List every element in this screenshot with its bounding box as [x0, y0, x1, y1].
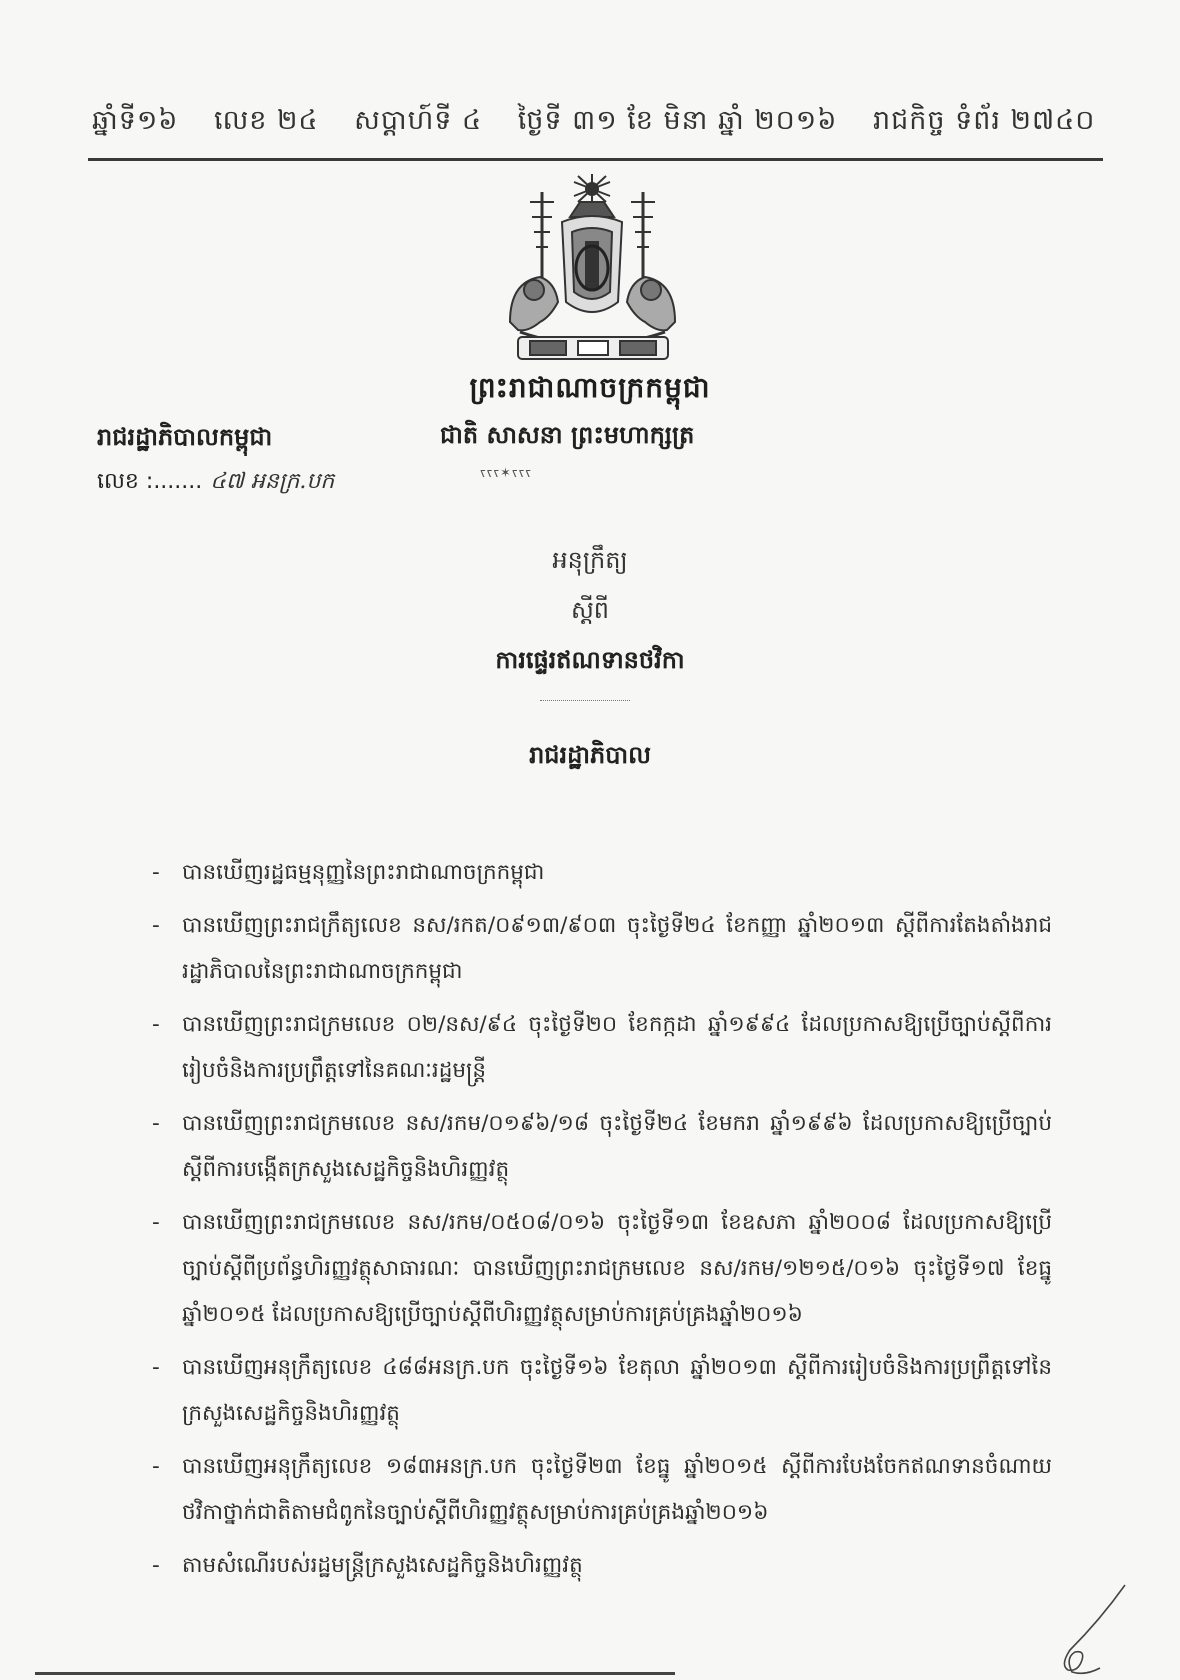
list-item [152, 1200, 1052, 1338]
gazette-date: ថ្ងៃទី ៣១ ខែ មិនា ឆ្នាំ ២០១៦ [517, 105, 838, 136]
list-item [152, 1002, 1052, 1094]
document-type: អនុក្រឹត្យ [552, 546, 628, 574]
bullet-dash-icon: - [152, 1210, 160, 1235]
bullet-dash-icon: - [152, 860, 160, 885]
document-on-label: ស្តីពី [570, 596, 610, 624]
clause-text: បានឃើញព្រះរាជក្រមលេខ នស/រកម/០៥០៨/០១៦ ចុះថ្ងៃទី១៣ ខែឧសភា ឆ្នាំ២០០៨ ដែលប្រកាសឱ្យប្រើច្បាប់ស្តីពីប្រព័ន្ធហិរញ្ញវត្ថុសាធារណៈ បានឃើញព្រះរាជក្រមលេខ នស/រកម/១២១៥/០១៦ ចុះថ្ងៃទី១៧ ខែធ្នូ ឆ្នាំ២០១៥ ដែលប្រកាសឱ្យប្រើច្បាប់ស្តីពីហិរញ្ញវត្ថុសម្រាប់ការគ្រប់គ្រងឆ្នាំ២០១៦ [182, 1210, 1052, 1327]
bullet-dash-icon: - [152, 913, 160, 938]
header-divider [88, 158, 1103, 161]
document-subject: ការផ្ទេរឥណទានថវិកា [495, 646, 685, 674]
gazette-header [92, 104, 1102, 143]
bullet-dash-icon: - [152, 1012, 160, 1037]
clause-text: បានឃើញអនុក្រឹត្យលេខ ៤៨៨អនក្រ.បក ចុះថ្ងៃទី១៦ ខែតុលា ឆ្នាំ២០១៣ ស្តីពីការរៀបចំនិងការប្រព្រឹត្តទៅនៃក្រសួងសេដ្ឋកិច្ចនិងហិរញ្ញវត្ថុ [182, 1355, 1052, 1426]
gazette-year: ឆ្នាំទី១៦ [92, 105, 179, 136]
list-item [152, 1101, 1052, 1193]
list-item [152, 903, 1052, 995]
bullet-dash-icon: - [152, 1553, 160, 1578]
document-number-separator: :....... [145, 469, 203, 494]
clause-text: បានឃើញព្រះរាជក្រមលេខ ០២/នស/៩៤ ចុះថ្ងៃទី២០ ខែកក្កដា ឆ្នាំ១៩៩៤ ដែលប្រកាសឱ្យប្រើច្បាប់ស្តីពីការរៀបចំនិងការប្រព្រឹត្តទៅនៃគណៈរដ្ឋមន្ត្រី [182, 1012, 1052, 1083]
document-number [97, 467, 334, 499]
document-number-label: លេខ [97, 469, 139, 494]
ornament-divider: ꧏꧏꧏ✶ꧏꧏꧏ [480, 466, 532, 481]
national-motto: ជាតិ សាសនា ព្រះមហាក្សត្រ [440, 421, 695, 449]
clause-text: បានឃើញអនុក្រឹត្យលេខ ១៨៣អនក្រ.បក ចុះថ្ងៃទី២៣ ខែធ្នូ ឆ្នាំ២០១៥ ស្តីពីការបែងចែកឥណទានចំណាយថវិកាថ្នាក់ជាតិតាមជំពូកនៃច្បាប់ស្តីពីហិរញ្ញវត្ថុសម្រាប់ការគ្រប់គ្រងឆ្នាំ២០១៦ [182, 1454, 1052, 1525]
bullet-dash-icon: - [152, 1454, 160, 1479]
issuer-name: រាជរដ្ឋាភិបាលកម្ពុជា [97, 423, 273, 451]
list-item [152, 1444, 1052, 1536]
list-item [152, 850, 1052, 896]
clause-text: តាមសំណើរបស់រដ្ឋមន្ត្រីក្រសួងសេដ្ឋកិច្ចនិងហិរញ្ញវត្ថុ [182, 1553, 583, 1578]
kingdom-title: ព្រះរាជាណាចក្រកម្ពុជា [469, 371, 711, 404]
signature-icon [1030, 1580, 1130, 1680]
issuing-authority: រាជរដ្ឋាភិបាល [529, 741, 651, 769]
clause-text: បានឃើញរដ្ឋធម្មនុញ្ញនៃព្រះរាជាណាចក្រកម្ពុជា [182, 860, 545, 885]
list-item [152, 1345, 1052, 1437]
clause-text: បានឃើញព្រះរាជក្រមលេខ នស/រកម/០១៩៦/១៨ ចុះថ្ងៃទី២៤ ខែមករា ឆ្នាំ១៩៩៦ ដែលប្រកាសឱ្យប្រើច្បាប់ស្តីពីការបង្កើតក្រសួងសេដ្ឋកិច្ចនិងហិរញ្ញវត្ថុ [182, 1111, 1052, 1182]
gazette-issue: លេខ ២៤ [214, 105, 319, 136]
clause-text: បានឃើញព្រះរាជក្រឹត្យលេខ នស/រកត/០៩១៣/៩០៣ ចុះថ្ងៃទី២៤ ខែកញ្ញា ឆ្នាំ២០១៣ ស្តីពីការតែងតាំងរាជរដ្ឋាភិបាលនៃព្រះរាជាណាចក្រកម្ពុជា [182, 913, 1052, 984]
list-item [152, 1543, 1052, 1589]
document-number-value: ៤៧ អនក្រ.បក [210, 469, 335, 494]
footer-divider [35, 1672, 675, 1675]
preamble-clauses [152, 850, 1052, 1589]
gazette-page-number: រាជកិច្ច ទំព័រ ២៧៤០ [872, 105, 1096, 136]
bullet-dash-icon: - [152, 1355, 160, 1380]
bullet-dash-icon: - [152, 1111, 160, 1136]
gazette-week: សប្តាហ៍ទី ៤ [354, 105, 483, 136]
section-divider [540, 700, 630, 702]
royal-coat-of-arms-icon [500, 172, 685, 367]
